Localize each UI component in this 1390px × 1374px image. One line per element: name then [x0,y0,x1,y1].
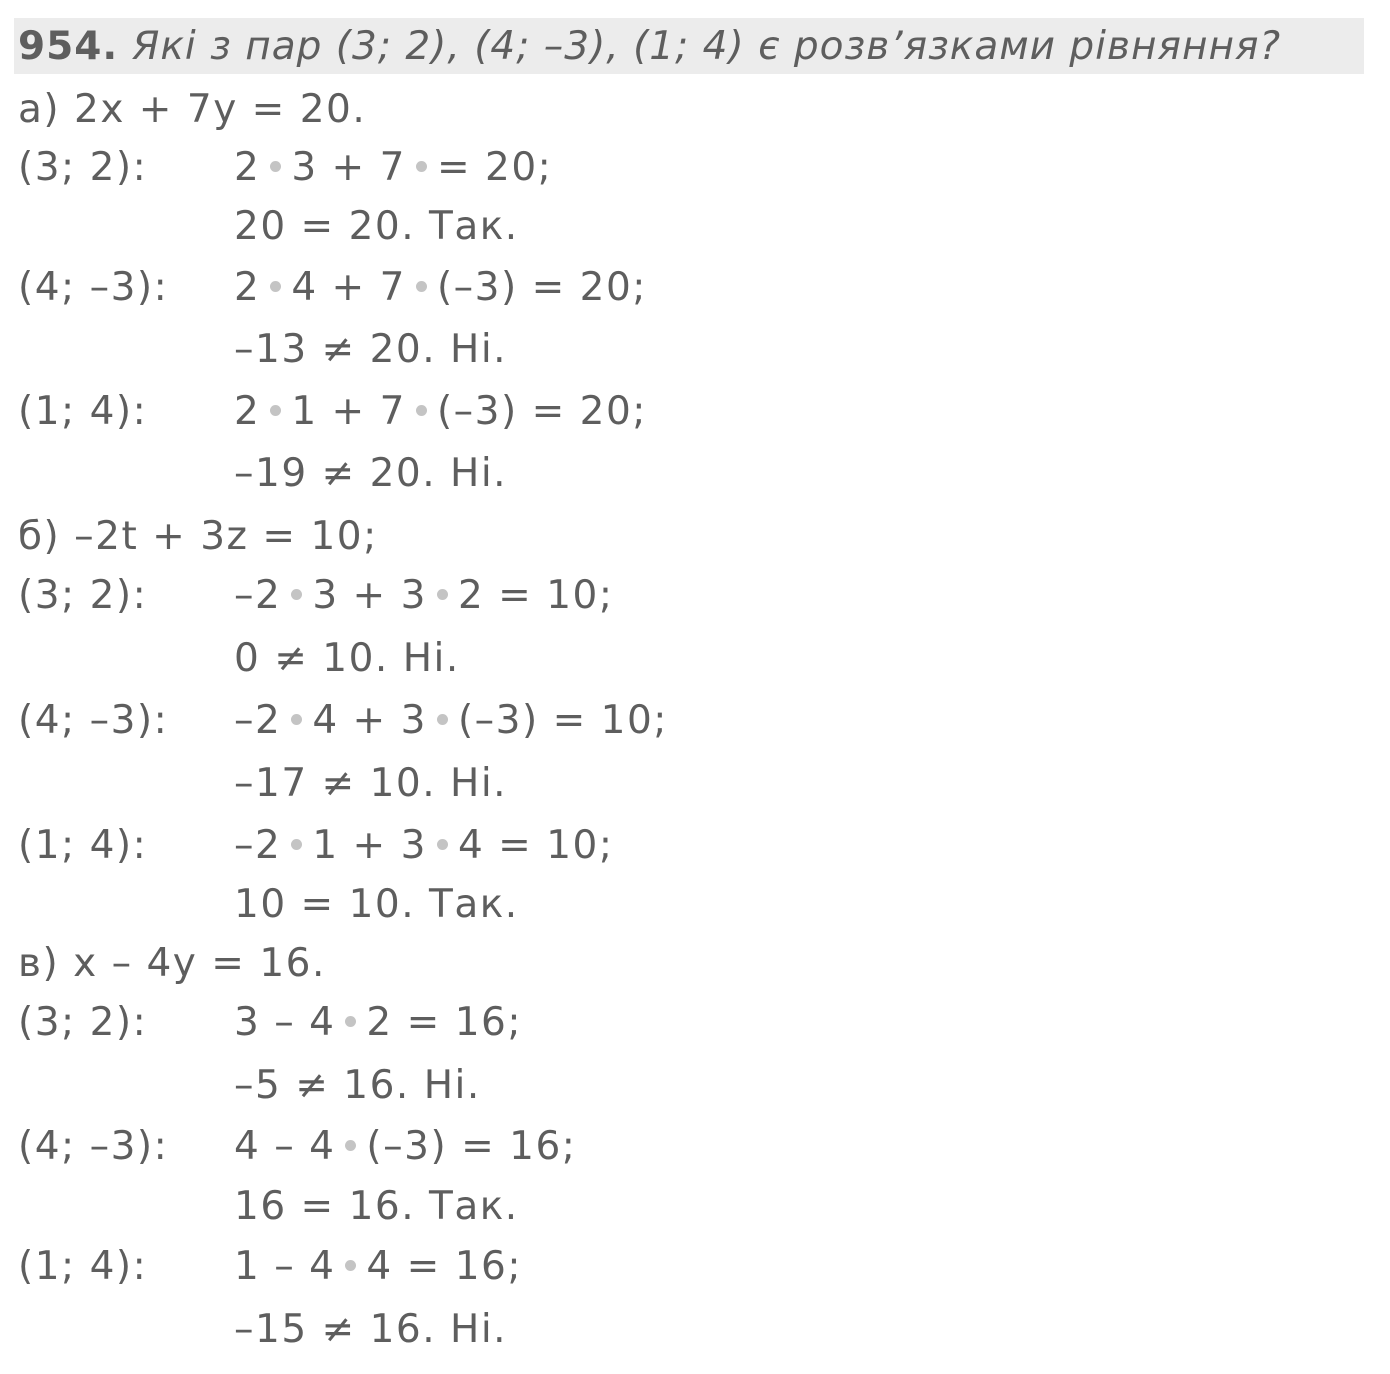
multiply-dot-icon [437,589,448,600]
section-b-pair-3: (1; 4): [18,823,148,868]
section-a-pair-1: (3; 2): [18,145,148,190]
multiply-dot-icon [270,405,281,416]
multiply-dot-icon [345,1016,356,1027]
section-c-calc-1: 3 – 4 2 = 16; [234,1000,522,1045]
section-b-equation: б) –2t + 3z = 10; [18,514,378,559]
section-b-pair-1: (3; 2): [18,573,148,618]
section-b-pair-2: (4; –3): [18,698,169,743]
section-b-calc-3: –2 1 + 3 4 = 10; [234,823,614,868]
multiply-dot-icon [437,714,448,725]
section-a-result-1: 20 = 20. Так. [234,204,519,249]
exercise-header [14,18,1364,74]
section-c-pair-3: (1; 4): [18,1244,148,1289]
section-c-calc-2: 4 – 4 (–3) = 16; [234,1124,577,1169]
section-a-calc-2: 2 4 + 7 (–3) = 20; [234,265,647,310]
section-a-calc-1: 2 3 + 7 = 20; [234,145,553,190]
multiply-dot-icon [270,161,281,172]
multiply-dot-icon [291,839,302,850]
multiply-dot-icon [416,161,427,172]
section-a-result-2: –13 ≠ 20. Ні. [234,327,508,372]
multiply-dot-icon [345,1260,356,1271]
multiply-dot-icon [345,1140,356,1151]
section-b-calc-1: –2 3 + 3 2 = 10; [234,573,614,618]
section-b-result-2: –17 ≠ 10. Ні. [234,761,508,806]
section-a-result-3: –19 ≠ 20. Ні. [234,451,508,496]
multiply-dot-icon [291,714,302,725]
section-a-equation: а) 2x + 7y = 20. [18,87,367,132]
section-c-equation: в) x – 4y = 16. [18,941,326,986]
section-c-calc-3: 1 – 4 4 = 16; [234,1244,522,1289]
section-c-result-2: 16 = 16. Так. [234,1184,519,1229]
section-c-result-1: –5 ≠ 16. Ні. [234,1063,481,1108]
multiply-dot-icon [416,281,427,292]
multiply-dot-icon [437,839,448,850]
exercise-number: 954. [18,23,119,69]
multiply-dot-icon [270,281,281,292]
section-b-calc-2: –2 4 + 3 (–3) = 10; [234,698,668,743]
section-a-calc-3: 2 1 + 7 (–3) = 20; [234,389,647,434]
section-b-result-3: 10 = 10. Так. [234,882,519,927]
multiply-dot-icon [416,405,427,416]
section-c-result-3: –15 ≠ 16. Ні. [234,1307,508,1352]
section-a-pair-2: (4; –3): [18,265,169,310]
multiply-dot-icon [291,589,302,600]
section-a-pair-3: (1; 4): [18,389,148,434]
exercise-question: Які з пар (3; 2), (4; –3), (1; 4) є розв’язками рівняння? [132,23,1282,69]
section-c-pair-2: (4; –3): [18,1124,169,1169]
section-c-pair-1: (3; 2): [18,1000,148,1045]
section-b-result-1: 0 ≠ 10. Ні. [234,636,460,681]
